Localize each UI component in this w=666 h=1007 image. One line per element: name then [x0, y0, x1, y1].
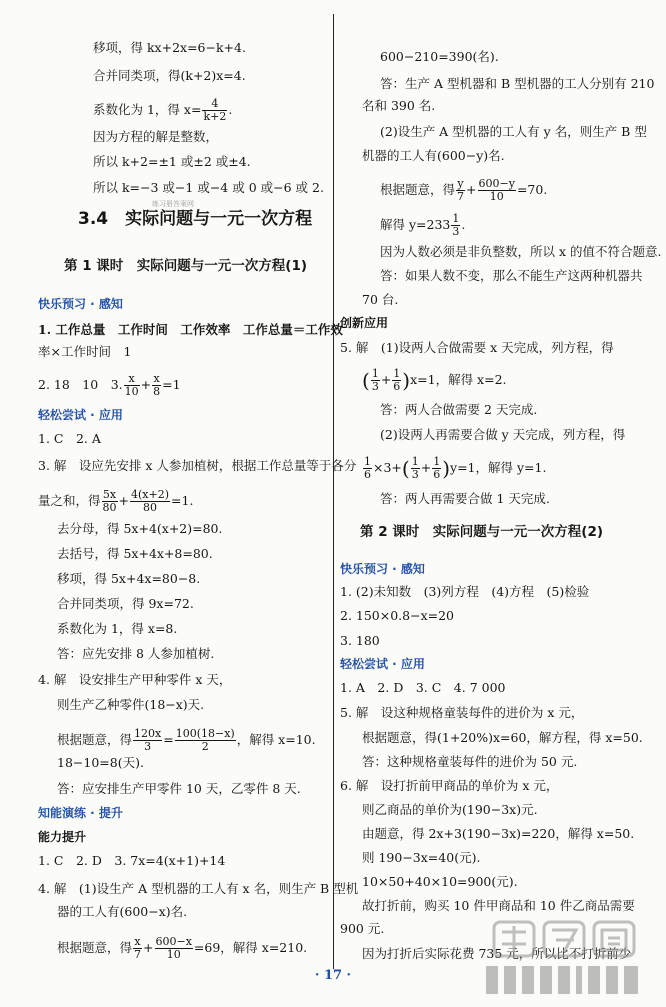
text-line: 因为方程的解是整数， [93, 129, 219, 144]
fraction: $\frac{1}{6}$ [433, 455, 441, 481]
answer-line: 率×工作时间 1 [38, 344, 132, 359]
text-line: 则 190−3x=40(元). [362, 850, 481, 865]
text-line: 答：两人再需要合做 1 天完成. [380, 491, 550, 506]
answer-line: 3. 解 设应先安排 x 人参加植树，根据工作总量等于各分 [38, 458, 357, 473]
right-column [336, 0, 666, 985]
text-line: 答：应先安排 8 人参加植树. [57, 646, 215, 661]
answer-line: 5. 解 (1)设两人合做需要 x 天完成，列方程，得 [340, 340, 614, 355]
answer-line: 1. C 2. A [38, 431, 101, 446]
equation-line: 根据题意，得 $\frac{y}{7}$ + $\frac{600-y}{10}$ =70. [380, 177, 548, 203]
fraction: $\frac{1}{3}$ [371, 367, 379, 393]
column-divider [333, 14, 334, 969]
fraction: $\frac{x}{8}$ [153, 372, 161, 398]
text-line: 900 元. [340, 921, 385, 936]
text-line: 答：这种规格童装每件的进价为 50 元. [362, 754, 578, 769]
text-line: 移项，得 5x+4x=80−8. [57, 571, 201, 586]
text-line: 所以 k=−3 或−1 或−4 或 0 或−6 或 2. [93, 180, 324, 195]
fraction: $\frac{120x}{3}$ [134, 727, 162, 753]
text-line: 因为打折后实际花费 735 元，所以比不打折前少 [362, 946, 632, 961]
text-line: 18−10=8(天). [57, 755, 144, 770]
equation-line: 2. 18 10 3. $\frac{x}{10}$ + $\frac{x}{8}$ =1 [38, 372, 181, 398]
answer-line: 1. 工作总量 工作时间 工作效率 工作总量＝工作效 [38, 322, 343, 337]
subsection-title: 快乐预习 · 感知 [38, 297, 123, 311]
text-line: 则乙商品的单价为(190−3x)元. [362, 802, 538, 817]
fraction: $\frac{x}{7}$ [134, 935, 142, 961]
answer-line: 4. 解 (1)设生产 A 型机器的工人有 x 名，则生产 B 型机 [38, 881, 359, 896]
fraction: $\frac{1}{6}$ [364, 455, 371, 481]
fraction: $\frac{1}{3}$ [452, 212, 460, 238]
answer-line: 1. A 2. D 3. C 4. 7 000 [340, 680, 506, 695]
text-line: 600−210=390(名). [380, 49, 499, 64]
text-line: 名和 390 名. [362, 98, 436, 113]
fraction: $\frac{1}{6}$ [393, 367, 401, 393]
text-line: (2)设两人再需要合做 y 天完成，列方程，得 [380, 427, 626, 442]
answer-line: 6. 解 设打折前甲商品的单价为 x 元， [340, 778, 559, 793]
fraction: $\frac{4}{k+2}$ [203, 97, 227, 123]
text-line: 答：生产 A 型机器和 B 型机器的工人分别有 210 [380, 76, 655, 91]
fraction: $\frac{4(x+2)}{80}$ [131, 488, 170, 514]
text-line: 70 台. [362, 292, 399, 307]
text-line: (2)设生产 A 型机器的工人有 y 名，则生产 B 型 [380, 124, 647, 139]
equation-line: $\frac{1}{6}$ ×3+( $\frac{1}{3}$ + $\frac{1}{6}$ )y=1，解得 y=1. [364, 455, 547, 481]
equation-line: 根据题意，得 $\frac{120x}{3}$ = $\frac{100(18-x)}{2}$ ，解得 x=10. [57, 727, 316, 753]
answer-line: 4. 解 设安排生产甲种零件 x 天， [38, 672, 232, 687]
text-line: 移项，得 kx+2x=6−k+4. [93, 40, 246, 55]
subsection-title: 轻松尝试 · 应用 [340, 657, 425, 671]
text-line: 系数化为 1，得 x=8. [57, 621, 178, 636]
text-line: 根据题意，得(1+20%)x=60，解方程，得 x=50. [362, 730, 643, 745]
fraction: $\frac{600-x}{10}$ [155, 935, 192, 961]
text-line: 去括号，得 5x+4x+8=80. [57, 546, 213, 561]
text-line: 则生产乙种零件(18−x)天. [57, 697, 205, 712]
section-heading: 3.4 实际问题与一元一次方程 [78, 209, 313, 229]
text-line: 故打折前，购买 10 件甲商品和 10 件乙商品需要 [362, 898, 635, 913]
equation-line: 量之和，得 $\frac{5x}{80}$ + $\frac{4(x+2)}{80}$ =1. [38, 488, 194, 514]
stamp-logo: 练习册答案网 [152, 200, 194, 208]
text-line: 合并同类项，得(k+2)x=4. [93, 68, 246, 83]
text-line: 因为人数必须是非负整数，所以 x 的值不符合题意. [380, 244, 662, 259]
text-line: 答：应安排生产甲零件 10 天，乙零件 8 天. [57, 781, 301, 796]
text-line: 合并同类项，得 9x=72. [57, 596, 194, 611]
block-title: 创新应用 [340, 316, 389, 330]
lesson-title: 第 2 课时 实际问题与一元一次方程(2) [360, 524, 604, 540]
fraction: $\frac{y}{7}$ [457, 177, 465, 203]
equation-line: 系数化为 1，得 x= $\frac{4}{k+2}$ . [93, 97, 233, 123]
equation-line: 解得 y=233 $\frac{1}{3}$ . [380, 212, 466, 238]
subsection-title: 知能演练 · 提升 [38, 806, 123, 820]
text-line: 答：两人合做需要 2 天完成. [380, 402, 538, 417]
text-line: 去分母，得 5x+4(x+2)=80. [57, 521, 223, 536]
watermark-logo [446, 918, 666, 1004]
equation-line: ( $\frac{1}{3}$ + $\frac{1}{6}$ )x=1，解得 x=2. [362, 367, 507, 393]
answer-line: 2. 150×0.8−x=20 [340, 608, 455, 623]
fraction: $\frac{1}{3}$ [411, 455, 419, 481]
fraction: $\frac{x}{10}$ [124, 372, 139, 398]
text-line: 10×50+40×10=900(元). [362, 874, 518, 889]
subsection-title: 快乐预习 · 感知 [340, 562, 425, 576]
text-line: 机器的工人有(600−y)名. [362, 148, 505, 163]
subsection-title: 轻松尝试 · 应用 [38, 408, 123, 422]
answer-line: 1. (2)未知数 (3)列方程 (4)方程 (5)检验 [340, 584, 590, 599]
lesson-title: 第 1 课时 实际问题与一元一次方程(1) [64, 258, 308, 274]
fraction: $\frac{5x}{80}$ [102, 488, 117, 514]
answer-line: 1. C 2. D 3. 7x=4(x+1)+14 [38, 853, 226, 868]
text-line: 答：如果人数不变，那么不能生产这两种机器共 [380, 268, 643, 283]
text-line: 由题意，得 2x+3(190−3x)=220，解得 x=50. [362, 826, 635, 841]
equation-line: 根据题意，得 $\frac{x}{7}$ + $\frac{600-x}{10}$ =69，解得 x=210. [57, 935, 308, 961]
fraction: $\frac{600-y}{10}$ [478, 177, 515, 203]
answer-line: 3. 180 [340, 633, 380, 648]
fraction: $\frac{100(18-x)}{2}$ [175, 727, 235, 753]
answer-line: 5. 解 设这种规格童装每件的进价为 x 元， [340, 705, 584, 720]
text-line: 所以 k+2=±1 或±2 或±4. [93, 154, 251, 169]
page-number: · 17 · [314, 968, 352, 983]
text-line: 器的工人有(600−x)名. [57, 904, 188, 919]
block-title: 能力提升 [38, 830, 87, 844]
